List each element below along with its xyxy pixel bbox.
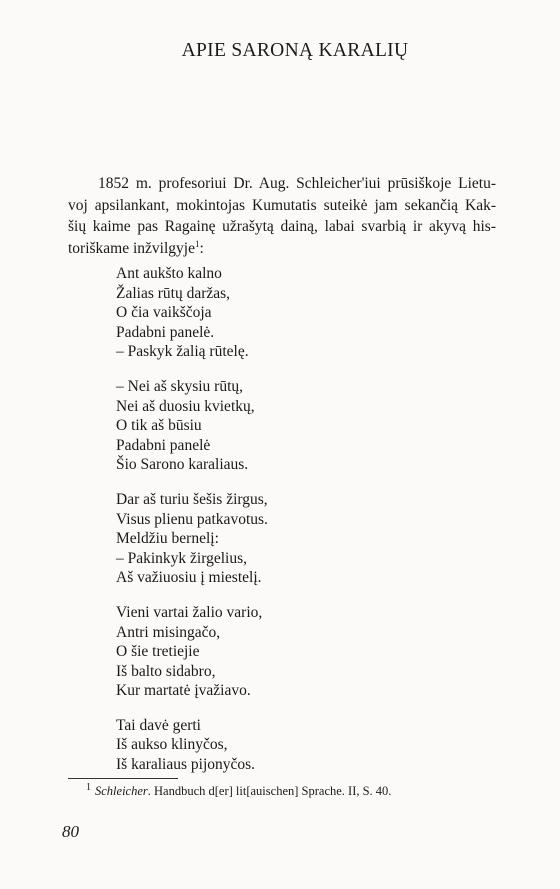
poem-line: O čia vaikščoja xyxy=(116,304,212,322)
page-title: APIE SARONĄ KARALIŲ xyxy=(181,40,409,61)
poem-line: Tai davė gerti xyxy=(116,716,201,734)
poem-line: – Nei aš skysiu rūtų, xyxy=(116,377,244,395)
poem-line: Iš aukso klinyčos, xyxy=(116,736,228,754)
footnote-reference[interactable]: 1 xyxy=(194,238,200,249)
footnote-author: Schleicher xyxy=(95,784,148,798)
poem-line: – Pakinkyk žirgelius, xyxy=(116,549,248,567)
intro-line: voj apsilankant, mokintojas Kumutatis suteikė jam sekančią Kak- xyxy=(68,196,496,214)
poem-stanza xyxy=(116,264,268,362)
intro-colon: : xyxy=(199,239,204,257)
poem-line: Iš balto sidabro, xyxy=(116,662,216,680)
intro-paragraph xyxy=(68,173,496,259)
poem xyxy=(116,264,268,790)
poem-line: Dar aš turiu šešis žirgus, xyxy=(116,490,268,508)
poem-stanza xyxy=(116,716,268,775)
poem-line: O šie tretiejie xyxy=(116,643,200,661)
intro-line: šių kaime pas Ragainę užrašytą dainą, labai svarbią ir akyvą his- xyxy=(68,218,496,235)
footnote-text: . Handbuch d[er] lit[auischen] Sprache. II, S. 40. xyxy=(147,784,392,798)
intro-line: toriškame inžvilgyje xyxy=(68,239,195,257)
poem-stanza xyxy=(116,603,268,701)
poem-line: Antri misingačo, xyxy=(116,623,221,641)
intro-line: 1852 m. profesoriui Dr. Aug. Schleicher'iui prūsiškoje Lietu- xyxy=(98,175,496,192)
poem-line: Ant aukšto kalno xyxy=(116,265,222,282)
poem-stanza xyxy=(116,490,268,588)
poem-line: O tik aš būsiu xyxy=(116,417,202,435)
footnote-number: 1 xyxy=(86,781,91,793)
poem-line: Vieni vartai žalio vario, xyxy=(116,603,263,621)
page-number: 80 xyxy=(62,822,79,841)
poem-line: Padabni panelė. xyxy=(116,323,215,341)
poem-line: Šio Sarono karaliaus. xyxy=(116,456,249,474)
poem-line: Visus plienu patkavotus. xyxy=(116,510,268,528)
poem-line: Kur martatė įvažiavo. xyxy=(116,682,251,700)
poem-line: Nei aš duosiu kvietkų, xyxy=(116,397,255,415)
footnote-divider xyxy=(68,778,178,779)
poem-line: – Paskyk žalią rūtelę. xyxy=(116,343,249,361)
footnote xyxy=(86,781,392,799)
poem-line: Aš važiuosiu į miestelį. xyxy=(116,569,262,587)
intro-line-last xyxy=(68,238,496,260)
poem-line: Žalias rūtų daržas, xyxy=(116,284,231,302)
poem-stanza xyxy=(116,377,268,475)
poem-line: Iš karaliaus pijonyčos. xyxy=(116,756,256,774)
poem-line: Meldžiu bernelį: xyxy=(116,530,219,548)
poem-line: Padabni panelė xyxy=(116,436,211,454)
